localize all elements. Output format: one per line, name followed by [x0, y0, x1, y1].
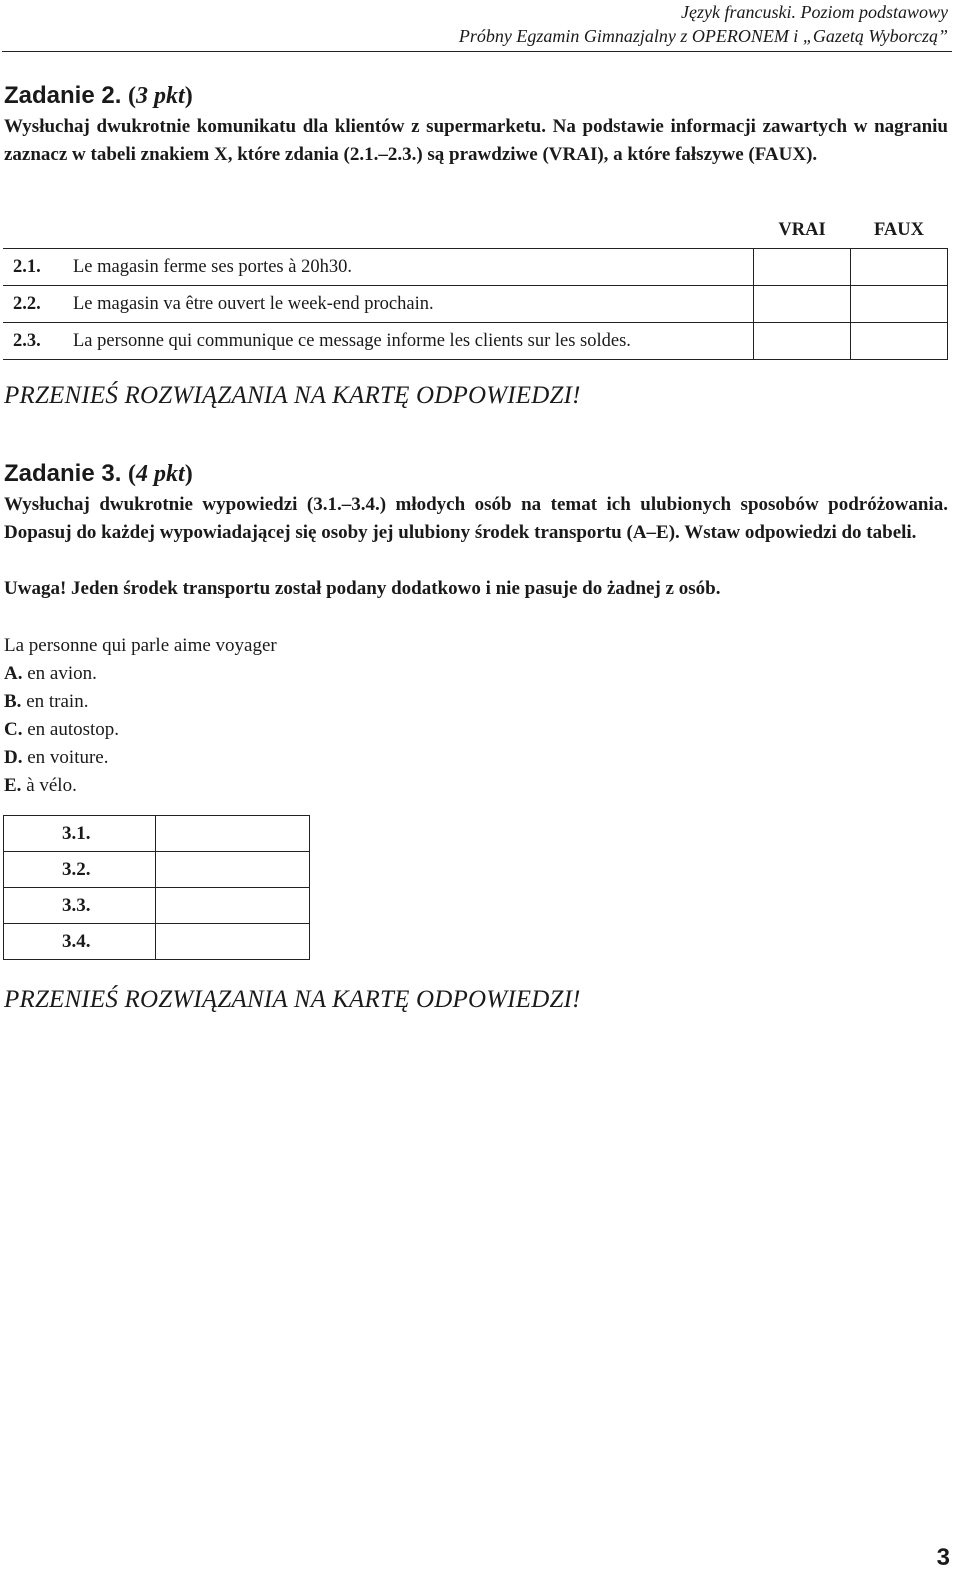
answer-cell-vrai[interactable]: [754, 249, 851, 286]
answer-label: 3.3.: [4, 888, 156, 924]
table-row: [3, 323, 948, 360]
header-exam: Próbny Egzamin Gimnazjalny z OPERONEM i „Gazetą Wyborczą”: [458, 26, 948, 46]
answer-box[interactable]: [156, 888, 310, 924]
header-divider: [2, 51, 952, 52]
list-item: A. en avion.: [4, 663, 97, 684]
answer-label: 3.4.: [4, 924, 156, 960]
statement-number: 2.2.: [3, 286, 73, 323]
table-row: [4, 816, 310, 852]
task2-transfer-note: PRZENIEŚ ROZWIĄZANIA NA KARTĘ ODPOWIEDZI!: [4, 382, 581, 409]
options-stem: La personne qui parle aime voyager: [4, 635, 277, 656]
transport-options: [4, 632, 277, 800]
task3-title: Zadanie 3. (4 pkt): [4, 460, 193, 487]
table-row: [4, 888, 310, 924]
statement-text: Le magasin va être ouvert le week-end prochain.: [73, 286, 754, 323]
page-header: [188, 0, 948, 48]
list-item: E. à vélo.: [4, 775, 77, 796]
table-row: [3, 249, 948, 286]
list-item: D. en voiture.: [4, 747, 109, 768]
col-header-faux: FAUX: [873, 219, 924, 240]
col-header-vrai: VRAI: [778, 219, 826, 240]
answer-box[interactable]: [156, 852, 310, 888]
answer-cell-faux[interactable]: [851, 286, 948, 323]
page-number: 3: [936, 1544, 950, 1571]
statement-number: 2.3.: [3, 323, 73, 360]
statement-text: La personne qui communique ce message informe les clients sur les soldes.: [73, 323, 754, 360]
task2-points: (3 pkt): [128, 83, 193, 109]
answer-box[interactable]: [156, 816, 310, 852]
header-subject: Język francuski. Poziom podstawowy: [681, 2, 948, 22]
task3-note: Uwaga! Jeden środek transportu został podany dodatkowo i nie pasuje do żadnej z osób.: [4, 578, 721, 599]
list-item: B. en train.: [4, 691, 89, 712]
table-row: [3, 286, 948, 323]
task3-instruction: Wysłuchaj dwukrotnie wypowiedzi (3.1.–3.4.) młodych osób na temat ich ulubionych sposobów podróżowania. Dopasuj do każdej wypowiadającej się osoby jej ulubiony środek transportu (A–E). Wstaw odpowiedzi do tabeli.: [4, 494, 948, 543]
list-item: C. en autostop.: [4, 719, 120, 740]
true-false-table: [3, 212, 948, 360]
answer-label: 3.1.: [4, 816, 156, 852]
table-row: [4, 924, 310, 960]
statement-text: Le magasin ferme ses portes à 20h30.: [73, 249, 754, 286]
task3-transfer-note: PRZENIEŚ ROZWIĄZANIA NA KARTĘ ODPOWIEDZI!: [4, 986, 581, 1013]
answer-cell-faux[interactable]: [851, 249, 948, 286]
task3-points: (4 pkt): [128, 461, 193, 487]
answer-cell-vrai[interactable]: [754, 323, 851, 360]
answer-box[interactable]: [156, 924, 310, 960]
answer-cell-faux[interactable]: [851, 323, 948, 360]
answer-label: 3.2.: [4, 852, 156, 888]
task2-title: Zadanie 2. (3 pkt): [4, 82, 193, 109]
task2-instruction: Wysłuchaj dwukrotnie komunikatu dla klientów z supermarketu. Na podstawie informacji zawartych w nagraniu zaznacz w tabeli znakiem X, które zdania (2.1.–2.3.) są prawdziwe (VRAI), a które fałszywe (FAUX).: [4, 116, 948, 165]
answer-cell-vrai[interactable]: [754, 286, 851, 323]
table-row: [4, 852, 310, 888]
statement-number: 2.1.: [3, 249, 73, 286]
matching-answer-table: [3, 815, 310, 960]
